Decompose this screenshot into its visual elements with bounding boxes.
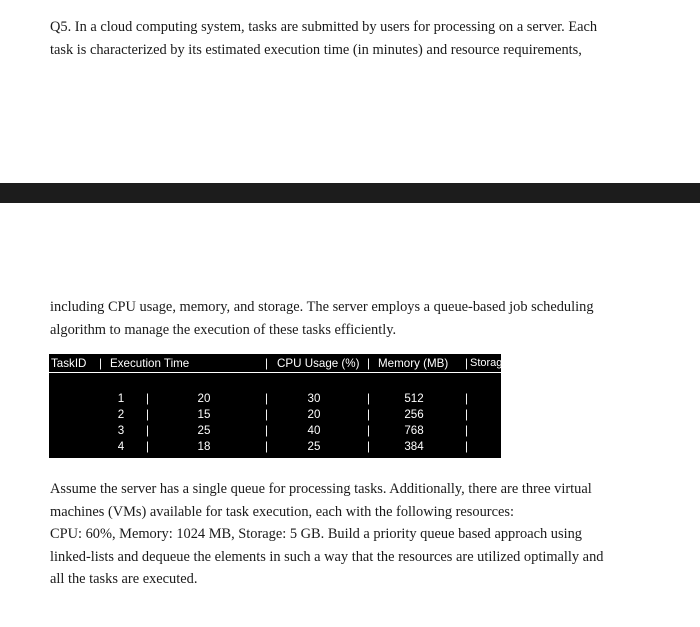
assume-line: all the tasks are executed. — [50, 571, 198, 587]
row-separator: | — [146, 424, 150, 437]
cell-memory: 384 — [404, 440, 424, 453]
row-separator: | — [465, 392, 469, 405]
cell-task-id: 2 — [117, 408, 125, 421]
row-separator: | — [465, 440, 469, 453]
table-row — [49, 439, 547, 455]
cell-execution-time: 15 — [197, 408, 211, 421]
row-separator: | — [265, 440, 269, 453]
cell-task-id: 4 — [117, 440, 125, 453]
context-line: algorithm to manage the execution of these tasks efficiently. — [50, 321, 397, 338]
header-memory: Memory (MB) — [378, 357, 449, 370]
row-separator: | — [465, 424, 469, 437]
intro-line: task is characterized by its estimated execution time (in minutes) and resource requirements, — [50, 41, 582, 58]
header-separator: | — [367, 357, 371, 370]
row-separator: | — [367, 440, 371, 453]
cell-storage: 1 — [509, 408, 517, 421]
table-row — [49, 391, 547, 407]
row-separator: | — [146, 408, 150, 421]
header-separator: | — [465, 357, 469, 370]
cell-task-id: 1 — [117, 392, 125, 405]
cell-memory: 256 — [404, 408, 424, 421]
row-separator: | — [146, 392, 150, 405]
cell-cpu-usage: 40 — [307, 424, 321, 437]
row-separator: | — [265, 408, 269, 421]
context-line: including CPU usage, memory, and storage. The server employs a queue-based job scheduling — [50, 299, 594, 315]
header-execution-time: Execution Time — [110, 357, 190, 370]
cell-execution-time: 20 — [197, 392, 211, 405]
header-separator: | — [99, 357, 103, 370]
table-row — [49, 423, 547, 439]
row-separator: | — [146, 440, 150, 453]
assume-line: Assume the server has a single queue for processing tasks. Additionally, there are three virtual — [50, 481, 592, 497]
cell-storage: 3 — [509, 424, 517, 437]
cell-memory: 768 — [404, 424, 424, 437]
row-separator: | — [367, 392, 371, 405]
assume-line: CPU: 60%, Memory: 1024 MB, Storage: 5 GB. Build a priority queue based approach using — [50, 526, 582, 542]
row-separator: | — [543, 440, 547, 453]
row-separator: | — [367, 408, 371, 421]
assume-line: linked-lists and dequeue the elements in such a way that the resources are utilized optimally and — [50, 548, 604, 565]
row-separator: | — [543, 392, 547, 405]
table-header-row — [49, 354, 535, 373]
header-cpu-usage: CPU Usage (%) — [277, 357, 360, 370]
header-storage: Storage (GB) — [470, 357, 535, 369]
row-separator: | — [265, 392, 269, 405]
cell-storage: 2 — [509, 392, 517, 405]
assumptions-paragraph — [50, 478, 650, 591]
header-separator: | — [265, 357, 269, 370]
question-intro-paragraph — [50, 16, 650, 61]
cell-cpu-usage: 25 — [307, 440, 321, 453]
table-row — [49, 407, 547, 423]
cell-cpu-usage: 20 — [307, 408, 321, 421]
header-task-id: TaskID — [51, 357, 87, 370]
assume-line: machines (VMs) available for task execution, each with the following resources: — [50, 503, 514, 520]
cell-memory: 512 — [404, 392, 424, 405]
task-table — [49, 354, 547, 458]
cell-cpu-usage: 30 — [307, 392, 321, 405]
row-separator: | — [367, 424, 371, 437]
row-separator: | — [543, 424, 547, 437]
dark-divider-band — [0, 183, 700, 203]
context-paragraph — [50, 296, 650, 341]
row-separator: | — [265, 424, 269, 437]
cell-execution-time: 25 — [197, 424, 211, 437]
intro-line: Q5. In a cloud computing system, tasks are submitted by users for processing on a server. Each — [50, 19, 598, 35]
cell-storage: 2 — [509, 440, 517, 453]
cell-task-id: 3 — [117, 424, 125, 437]
row-separator: | — [543, 408, 547, 421]
row-separator: | — [465, 408, 469, 421]
cell-execution-time: 18 — [197, 440, 211, 453]
